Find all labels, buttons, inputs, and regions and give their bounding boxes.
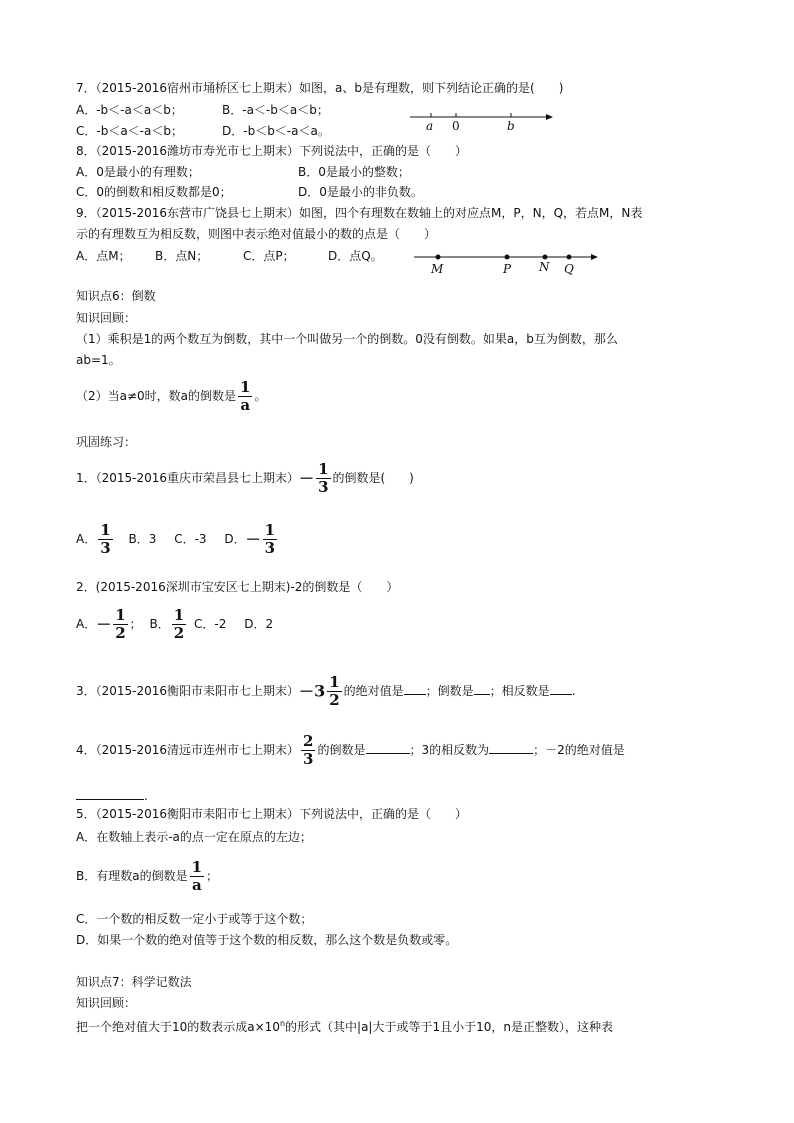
- q9-label-q: Q: [564, 262, 574, 276]
- q8-option-c: C．0的倒数和相反数都是0；: [76, 185, 232, 199]
- q8-stem: 8．（2015-2016潍坊市寿光市七上期末）下列说法中，正确的是（ ）: [76, 144, 468, 158]
- q9-point-p: [505, 255, 510, 260]
- p1-option-d: D．－ $\frac{1}{3}$: [224, 521, 276, 557]
- q9-option-a: A．点M；: [76, 249, 131, 263]
- p5-option-d: D．如果一个数的绝对值等于这个数的相反数，那么这个数是负数或零。: [76, 933, 458, 947]
- kp6-reciprocal-fraction: $\frac{1}{a}$: [240, 378, 251, 414]
- p2-option-a: A．－ $\frac{1}{2}$ ；: [76, 606, 142, 642]
- p5-option-b: B．有理数a的倒数是 $\frac{1}{a}$ ；: [76, 858, 219, 894]
- p2-option-b: B． $\frac{1}{2}$: [149, 606, 185, 642]
- q9-option-d: D．点Q。: [328, 249, 383, 263]
- kp6-review-heading: 知识回顾：: [76, 311, 137, 325]
- p1-option-c: C．-3: [174, 532, 207, 546]
- p1-option-a: A． $\frac{1}{3}$: [76, 521, 111, 557]
- q9-label-m: M: [431, 262, 444, 276]
- q9-number-line: [414, 248, 604, 276]
- q8-option-d: D．0是最小的非负数。: [298, 185, 423, 199]
- kp7-review-heading: 知识回顾：: [76, 996, 137, 1010]
- p5-stem: 5．（2015-2016衡阳市耒阳市七上期末）下列说法中，正确的是（ ）: [76, 807, 468, 821]
- p4-stem: 4．（2015-2016清远市连州市七上期末） $\frac{2}{3}$ 的倒数是 ；3的相反数为 ；－2的绝对值是: [76, 732, 625, 768]
- q9-label-n: N: [539, 260, 550, 274]
- kp7-text: 把一个绝对值大于10的数表示成$a\times 10^n$的形式（其中|a|大于或等于1且小于10，n是正整数），这种表: [76, 1019, 613, 1034]
- q7-number-line: [410, 106, 560, 134]
- p2-option-c: C．-2: [194, 617, 227, 631]
- q7-option-c: C．-b＜a＜-a＜b；: [76, 124, 183, 138]
- p3-blank-1[interactable]: [404, 682, 426, 695]
- q7-label-b: b: [507, 119, 515, 133]
- q9-option-c: C．点P；: [243, 249, 295, 263]
- p1-options: [76, 523, 279, 556]
- kp6-item1-line2: ab=1。: [76, 353, 121, 367]
- kp6-item1-line1: （1）乘积是1的两个数互为倒数，其中一个叫做另一个的倒数。0没有倒数。如果a，b互为倒数，那么: [76, 332, 618, 346]
- p4-blank-2[interactable]: [489, 741, 533, 754]
- p1-stem: 1．（2015-2016重庆市荣昌县七上期末）－ $\frac{1}{3}$ 的倒数是( ): [76, 460, 414, 496]
- q9-point-n: [543, 255, 548, 260]
- p5-option-a: A．在数轴上表示-a的点一定在原点的左边；: [76, 830, 312, 844]
- q8-option-a: A．0是最小的有理数；: [76, 165, 200, 179]
- p4-blank-1[interactable]: [366, 741, 410, 754]
- p3-stem: 3．（2015-2016衡阳市耒阳市七上期末）－3 $\frac{1}{2}$ 的绝对值是 ；倒数是 ；相反数是 .: [76, 673, 576, 709]
- kp6-item2: （2）当a≠0时，数a的倒数是 $\frac{1}{a}$ 。: [76, 378, 267, 414]
- q7-label-a: a: [426, 119, 434, 133]
- q7-option-a: A．-b＜-a＜a＜b；: [76, 103, 183, 117]
- q7-option-d: D．-b＜b＜-a＜a。: [222, 124, 330, 138]
- p2-options: [76, 608, 273, 641]
- p4-continuation: .: [76, 787, 148, 804]
- q9-option-b: B．点N；: [155, 249, 209, 263]
- q8-option-b: B．0是最小的整数；: [298, 165, 410, 179]
- q7-label-zero: 0: [452, 119, 460, 133]
- kp7-title: 知识点7：科学记数法: [76, 975, 192, 989]
- q9-stem-line1: 9．（2015-2016东营市广饶县七上期末）如图，四个有理数在数轴上的对应点M，P，N，Q，若点M，N表: [76, 206, 643, 220]
- p2-stem: 2．(2015-2016深圳市宝安区七上期末)-2的倒数是（ ）: [76, 580, 399, 594]
- p2-option-d: D．2: [244, 617, 274, 631]
- p3-blank-3[interactable]: [550, 682, 572, 695]
- q9-point-q: [567, 255, 572, 260]
- p1-fraction: $\frac{1}{3}$: [318, 460, 329, 496]
- q9-point-m: [436, 255, 441, 260]
- kp6-item2-text: （2）当a≠0时，数a的倒数是: [76, 389, 237, 403]
- q9-label-p: P: [503, 262, 512, 276]
- q7-stem: 7．（2015-2016宿州市埇桥区七上期末）如图，a、b是有理数，则下列结论正确的是( ): [76, 81, 564, 95]
- q9-stem-line2: 示的有理数互为相反数，则图中表示绝对值最小的数的点是（ ）: [76, 227, 437, 241]
- kp6-title: 知识点6：倒数: [76, 289, 156, 303]
- p3-blank-2[interactable]: [474, 682, 490, 695]
- p4-blank-3[interactable]: [76, 787, 144, 800]
- q7-option-b: B．-a＜-b＜a＜b；: [222, 103, 329, 117]
- kp6-practice-heading: 巩固练习：: [76, 435, 137, 449]
- p1-option-b: B．3: [128, 532, 157, 546]
- p5-option-c: C．一个数的相反数一定小于或等于这个数；: [76, 912, 313, 926]
